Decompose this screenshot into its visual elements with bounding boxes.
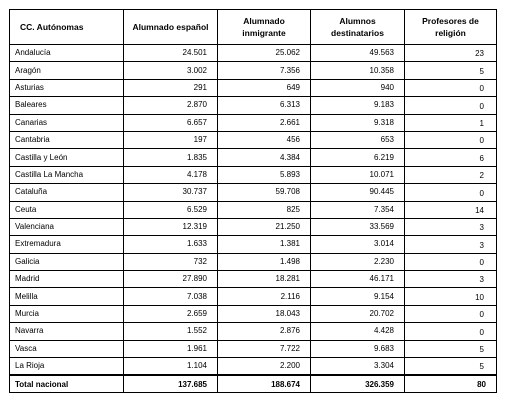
cell-immigrant-students: 18.043 [218, 305, 311, 322]
table-row [10, 131, 497, 148]
cell-region: Vasca [10, 340, 124, 357]
table-row [10, 323, 497, 340]
cell-religion-teachers: 6 [405, 149, 497, 166]
cell-religion-teachers: 3 [405, 218, 497, 235]
cell-spanish-students: 30.737 [124, 184, 218, 201]
cell-spanish-students: 6.529 [124, 201, 218, 218]
header-row [10, 10, 497, 45]
cell-spanish-students: 1.961 [124, 340, 218, 357]
table-row [10, 149, 497, 166]
cell-immigrant-students: 456 [218, 131, 311, 148]
cell-spanish-students: 1.552 [124, 323, 218, 340]
cell-immigrant-students: 649 [218, 79, 311, 96]
cell-religion-teachers: 0 [405, 131, 497, 148]
cell-immigrant-students: 2.200 [218, 358, 311, 376]
cell-spanish-students: 4.178 [124, 166, 218, 183]
cell-recipient-students: 6.219 [311, 149, 405, 166]
cell-region: Murcia [10, 305, 124, 322]
cell-religion-teachers: 0 [405, 79, 497, 96]
header-spanish-students: Alumnado español [124, 10, 218, 45]
cell-recipient-students: 9.683 [311, 340, 405, 357]
table-row [10, 166, 497, 183]
table-body [10, 45, 497, 376]
total-spanish-students: 137.685 [124, 375, 218, 393]
cell-recipient-students: 33.569 [311, 218, 405, 235]
cell-region: Galicia [10, 253, 124, 270]
total-recipient-students: 326.359 [311, 375, 405, 393]
cell-spanish-students: 1.104 [124, 358, 218, 376]
cell-religion-teachers: 0 [405, 253, 497, 270]
table-row [10, 114, 497, 131]
table-header [10, 10, 497, 45]
cell-religion-teachers: 0 [405, 97, 497, 114]
header-immigrant-students: Alumnado inmigrante [218, 10, 311, 45]
cell-region: Andalucía [10, 45, 124, 62]
cell-recipient-students: 10.071 [311, 166, 405, 183]
table-row [10, 358, 497, 376]
table-row [10, 236, 497, 253]
cell-spanish-students: 1.835 [124, 149, 218, 166]
cell-religion-teachers: 0 [405, 323, 497, 340]
cell-region: Cataluña [10, 184, 124, 201]
cell-recipient-students: 9.183 [311, 97, 405, 114]
cell-religion-teachers: 3 [405, 271, 497, 288]
cell-religion-teachers: 5 [405, 358, 497, 376]
cell-immigrant-students: 25.062 [218, 45, 311, 62]
religion-education-table [9, 9, 497, 393]
cell-region: Cantabria [10, 131, 124, 148]
cell-immigrant-students: 4.384 [218, 149, 311, 166]
table-row [10, 79, 497, 96]
cell-region: Canarias [10, 114, 124, 131]
cell-immigrant-students: 2.876 [218, 323, 311, 340]
table-row [10, 184, 497, 201]
cell-religion-teachers: 3 [405, 236, 497, 253]
cell-recipient-students: 10.358 [311, 62, 405, 79]
table-row [10, 253, 497, 270]
cell-religion-teachers: 0 [405, 305, 497, 322]
cell-immigrant-students: 2.116 [218, 288, 311, 305]
cell-recipient-students: 3.014 [311, 236, 405, 253]
cell-religion-teachers: 5 [405, 62, 497, 79]
table-row [10, 45, 497, 62]
cell-immigrant-students: 2.661 [218, 114, 311, 131]
cell-immigrant-students: 6.313 [218, 97, 311, 114]
cell-immigrant-students: 59.708 [218, 184, 311, 201]
cell-recipient-students: 4.428 [311, 323, 405, 340]
cell-religion-teachers: 23 [405, 45, 497, 62]
cell-recipient-students: 9.318 [311, 114, 405, 131]
cell-region: Castilla y León [10, 149, 124, 166]
cell-region: Extremadura [10, 236, 124, 253]
cell-region: Castilla La Mancha [10, 166, 124, 183]
cell-spanish-students: 12.319 [124, 218, 218, 235]
cell-immigrant-students: 1.381 [218, 236, 311, 253]
cell-recipient-students: 46.171 [311, 271, 405, 288]
cell-recipient-students: 3.304 [311, 358, 405, 376]
cell-spanish-students: 7.038 [124, 288, 218, 305]
cell-region: Baleares [10, 97, 124, 114]
cell-spanish-students: 1.633 [124, 236, 218, 253]
table-row [10, 201, 497, 218]
cell-religion-teachers: 14 [405, 201, 497, 218]
table-row [10, 62, 497, 79]
header-region: CC. Autónomas [10, 10, 124, 45]
cell-spanish-students: 2.659 [124, 305, 218, 322]
cell-religion-teachers: 0 [405, 184, 497, 201]
cell-region: Ceuta [10, 201, 124, 218]
cell-region: Aragón [10, 62, 124, 79]
cell-immigrant-students: 18.281 [218, 271, 311, 288]
table-footer [10, 375, 497, 393]
cell-recipient-students: 20.702 [311, 305, 405, 322]
cell-spanish-students: 3.002 [124, 62, 218, 79]
cell-immigrant-students: 7.722 [218, 340, 311, 357]
header-religion-teachers: Profesores de religión [405, 10, 497, 45]
total-label: Total nacional [10, 375, 124, 393]
total-religion-teachers: 80 [405, 375, 497, 393]
cell-recipient-students: 653 [311, 131, 405, 148]
table-row [10, 271, 497, 288]
table-row [10, 218, 497, 235]
cell-region: Valenciana [10, 218, 124, 235]
total-row [10, 375, 497, 393]
cell-recipient-students: 90.445 [311, 184, 405, 201]
table-row [10, 288, 497, 305]
cell-immigrant-students: 7.356 [218, 62, 311, 79]
cell-region: Madrid [10, 271, 124, 288]
cell-recipient-students: 940 [311, 79, 405, 96]
cell-recipient-students: 2.230 [311, 253, 405, 270]
cell-recipient-students: 49.563 [311, 45, 405, 62]
cell-religion-teachers: 2 [405, 166, 497, 183]
cell-immigrant-students: 21.250 [218, 218, 311, 235]
header-recipient-students: Alumnos destinatarios [311, 10, 405, 45]
total-immigrant-students: 188.674 [218, 375, 311, 393]
cell-immigrant-students: 5.893 [218, 166, 311, 183]
cell-immigrant-students: 825 [218, 201, 311, 218]
cell-region: Melilla [10, 288, 124, 305]
cell-spanish-students: 6.657 [124, 114, 218, 131]
cell-religion-teachers: 5 [405, 340, 497, 357]
cell-spanish-students: 27.890 [124, 271, 218, 288]
table-row [10, 97, 497, 114]
cell-spanish-students: 732 [124, 253, 218, 270]
cell-spanish-students: 291 [124, 79, 218, 96]
cell-spanish-students: 2.870 [124, 97, 218, 114]
cell-recipient-students: 9.154 [311, 288, 405, 305]
table-row [10, 340, 497, 357]
cell-religion-teachers: 10 [405, 288, 497, 305]
table-row [10, 305, 497, 322]
cell-region: La Rioja [10, 358, 124, 376]
cell-region: Asturias [10, 79, 124, 96]
cell-spanish-students: 197 [124, 131, 218, 148]
cell-spanish-students: 24.501 [124, 45, 218, 62]
cell-recipient-students: 7.354 [311, 201, 405, 218]
cell-religion-teachers: 1 [405, 114, 497, 131]
cell-region: Navarra [10, 323, 124, 340]
cell-immigrant-students: 1.498 [218, 253, 311, 270]
